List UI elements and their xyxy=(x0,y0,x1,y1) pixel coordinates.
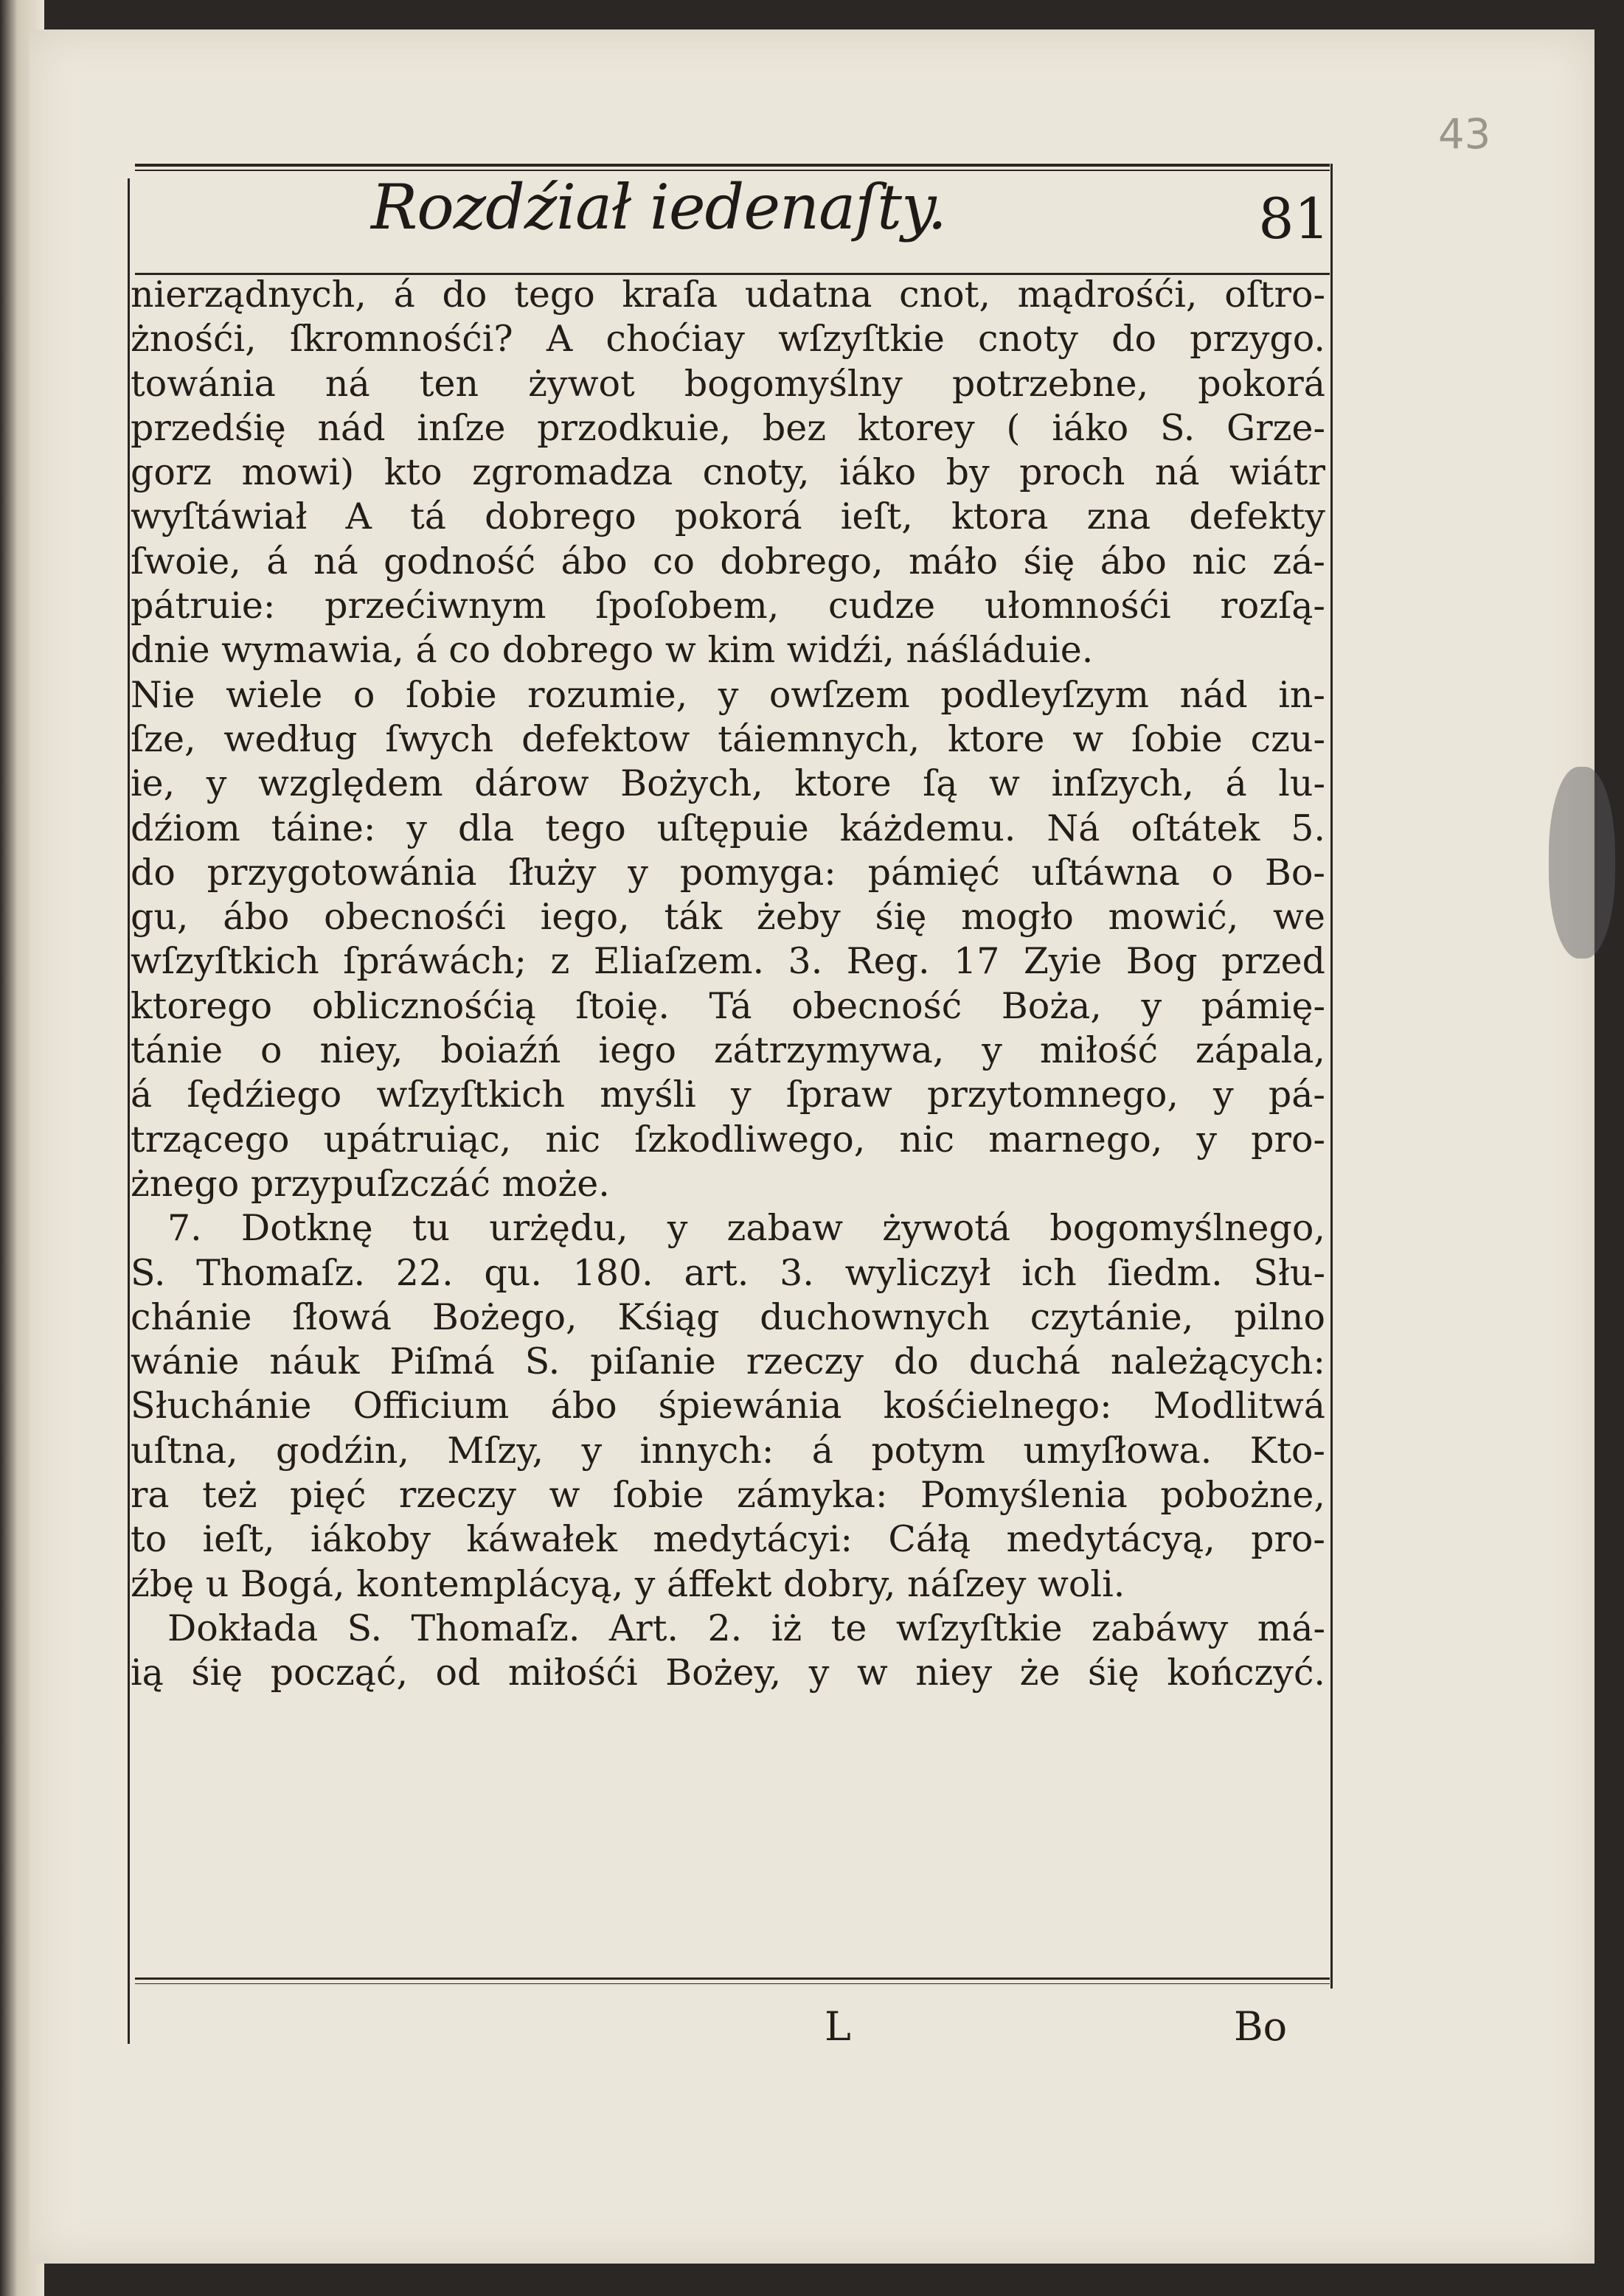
text-line: trzącego upátruiąc, nic ſzkodliwego, nic marnego, y pro- xyxy=(131,1118,1325,1161)
text-line: chánie ſłowá Bożego, Kśiąg duchownych czytánie, pilno xyxy=(131,1295,1325,1338)
text-line: Dokłada S. Thomaſz. Art. 2. iż te wſzyſtkie zabáwy má- xyxy=(167,1607,1325,1649)
text-line: nierządnych, á do tego kraſa udatna cnot, mądrośći, oſtro- xyxy=(131,274,1325,316)
text-line: wyſtáwiał A tá dobrego pokorá ieſt, ktora zna defekty xyxy=(131,495,1325,538)
text-line: ſze, według ſwych defektow táiemnych, ktore w ſobie czu- xyxy=(131,717,1325,760)
text-line: 7. Dotknę tu urżędu, y zabaw żywotá bogomyślnego, xyxy=(167,1207,1325,1250)
bottom-rule xyxy=(135,1977,1330,1980)
catchword: Bo xyxy=(1234,2003,1288,2050)
text-line: ra też pięć rzeczy w ſobie zámyka: Pomyślenia pobożne, xyxy=(131,1474,1325,1517)
text-line: do przygotowánia ſłuży y pomyga: pámięć uſtáwna o Bo- xyxy=(131,851,1325,894)
text-line: ią śię począć, od miłośći Bożey, y w niey że śię kończyć. xyxy=(131,1652,1325,1694)
body-text xyxy=(131,273,1325,1696)
top-rule xyxy=(135,164,1330,167)
text-line: uſtna, godźin, Mſzy, y innych: á potym umyſłowa. Kto- xyxy=(131,1429,1325,1472)
signature-mark: L xyxy=(825,2003,851,2050)
running-head: Rozdźiał iedenaſty. xyxy=(371,171,947,243)
bottom-rule-thin xyxy=(135,1983,1330,1984)
text-line: S. Thomaſz. 22. qu. 180. art. 3. wyliczył ich ſiedm. Słu- xyxy=(131,1251,1325,1294)
text-line: á ſędźiego wſzyſtkich myśli y ſpraw przytomnego, y pá- xyxy=(131,1074,1325,1116)
pencil-folio-number: 43 xyxy=(1438,111,1491,159)
text-line: towánia ná ten żywot bogomyślny potrzebne, pokorá xyxy=(131,362,1325,405)
text-line: dnie wymawia, á co dobrego w kim widźi, náśláduie. xyxy=(131,629,1094,672)
text-line: dźiom táine: y dla tego uſtępuie káżdemu. Ná oſtátek 5. xyxy=(131,807,1325,849)
left-border-rule xyxy=(128,178,130,2044)
text-line: ſwoie, á ná godność ábo co dobrego, máło śię ábo nic zá- xyxy=(131,540,1325,582)
text-line: przedśię nád inſze przodkuie, bez ktorey ( iáko S. Grze- xyxy=(131,406,1325,449)
text-line: gorz mowi) kto zgromadza cnoty, iáko by proch ná wiátr xyxy=(131,451,1325,494)
text-line: żnego przypuſzczáć może. xyxy=(131,1162,610,1205)
text-line: to ieſt, iákoby káwałek medytácyi: Cáłą medytácyą, pro- xyxy=(131,1518,1325,1561)
text-line: ktorego oblicznośćią ſtoię. Tá obecność Boża, y pámię- xyxy=(131,984,1325,1027)
printed-text-frame xyxy=(120,164,1330,2110)
text-line: gu, ábo obecnośći iego, ták żeby śię mogło mowić, we xyxy=(131,896,1325,939)
text-line: wſzyſtkich ſpráwách; z Eliaſzem. 3. Reg. 17 Zyie Bog przed xyxy=(131,940,1325,983)
page-stain xyxy=(1549,767,1615,959)
text-line: żnośći, ſkromnośći? A choćiay wſzyſtkie cnoty do przygo. xyxy=(131,318,1325,361)
text-line: pátruie: przećiwnym ſpoſobem, cudze ułomnośći rozſą- xyxy=(131,585,1325,627)
text-line: wánie náuk Piſmá S. piſanie rzeczy do duchá należących: xyxy=(131,1340,1325,1383)
text-line: tánie o niey, boiaźń iego zátrzymywa, y miłość zápala, xyxy=(131,1029,1325,1072)
right-border-rule xyxy=(1330,164,1333,1989)
page-number: 81 xyxy=(1258,186,1330,251)
text-line: Nie wiele o ſobie rozumie, y owſzem podleyſzym nád in- xyxy=(131,673,1325,716)
text-line: źbę u Bogá, kontemplácyą, y áffekt dobry, náſzey woli. xyxy=(131,1562,1125,1605)
text-line: Słuchánie Officium ábo śpiewánia kośćielnego: Modlitwá xyxy=(131,1385,1325,1427)
text-line: ie, y względem dárow Bożych, ktore ſą w inſzych, á lu- xyxy=(131,762,1325,805)
